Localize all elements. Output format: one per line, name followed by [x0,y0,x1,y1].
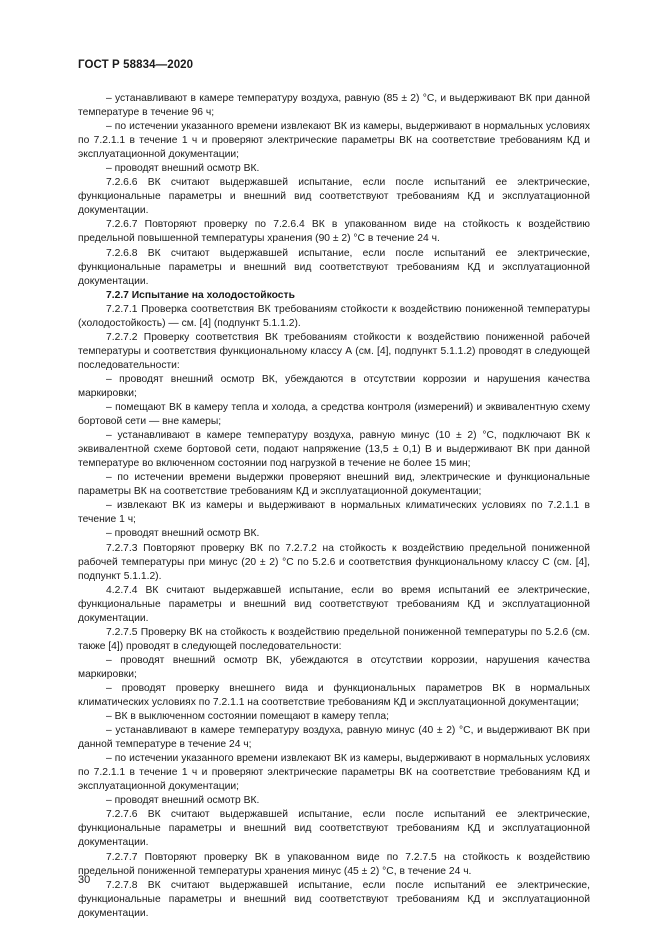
document-body [78,92,590,921]
paragraph: – ВК в выключенном состоянии помещают в камеру тепла; [106,711,389,723]
paragraph: 7.2.6.8 ВК считают выдержавшей испытание, если после испытаний ее электрические, функциональные параметры и внешний вид соответствуют требованиям КД и эксплуатационной документации. [78,247,590,287]
paragraph: 4.2.7.4 ВК считают выдержавшей испытание, если во время испытаний ее электрические, функциональные параметры и внешний вид соответствуют требованиям КД и эксплуатационной документации. [78,584,590,624]
document-header: ГОСТ Р 58834—2020 [78,59,194,71]
paragraph: – извлекают ВК из камеры и выдерживают в нормальных климатических условиях по 7.2.1.1 в течение 1 ч; [78,500,590,526]
paragraph: – проводят проверку внешнего вида и функциональных параметров ВК в нормальных климатических условиях по 7.2.1.1 на соответствие требованиям КД и эксплуатационной документации; [78,682,590,709]
paragraph: 7.2.7.2 Проверку соответствия ВК требованиям стойкости к воздействию пониженной рабочей температуры и соответствия функциональному классу А (см. [4], подпункт 5.1.1.2) проводят в следующей последовательности: [78,331,590,371]
paragraph: – проводят внешний осмотр ВК. [106,163,260,175]
paragraph: 7.2.7.5 Проверку ВК на стойкость к воздействию предельной пониженной температуры по 5.2.6 (см. также [4]) проводят в следующей последовательности: [78,626,590,652]
paragraph: 7.2.7.6 ВК считают выдержавшей испытание, если после испытаний ее электрические, функциональные параметры и внешний вид соответствуют требованиям КД и эксплуатационной документации. [78,809,590,849]
paragraph: 7.2.7.8 ВК считают выдержавшей испытание, если после испытаний ее электрические, функциональные параметры и внешний вид соответствуют требованиям КД и эксплуатационной документации. [78,879,590,919]
paragraph: – по истечении указанного времени извлекают ВК из камеры, выдерживают в нормальных условиях по 7.2.1.1 в течение 1 ч и проверяют электрические параметры ВК на соответствие требованиям КД и эксплуатационной документации; [78,121,590,161]
page-number: 30 [78,874,91,886]
paragraph: – по истечении времени выдержки проверяют внешний вид, электрические и функциональные параметры ВК на соответствие требованиям КД и эксплуатационной документации; [78,472,590,498]
paragraph: 7.2.6.6 ВК считают выдержавшей испытание, если после испытаний ее электрические, функциональные параметры и внешний вид соответствуют требованиям КД и эксплуатационной документации. [78,177,590,217]
section-heading: 7.2.7 Испытание на холодостойкость [106,289,295,301]
paragraph: – проводят внешний осмотр ВК, убеждаются в отсутствии коррозии и нарушения качества маркировки; [78,373,590,399]
paragraph: – проводят внешний осмотр ВК, убеждаются в отсутствии коррозии, нарушения качества маркировки; [78,654,590,680]
paragraph: 7.2.7.7 Повторяют проверку ВК в упакованном виде по 7.2.7.5 на стойкость к воздействию предельной пониженной температуры хранения минус (45 ± 2) °С, в течение 24 ч. [78,851,590,877]
paragraph: – проводят внешний осмотр ВК. [106,528,260,540]
paragraph: 7.2.7.3 Повторяют проверку ВК по 7.2.7.2 на стойкость к воздействию предельной пониженной рабочей температуры при минус (20 ± 2) °С по 5.2.6 и соответствия функциональному классу С (см. [4], подпункт 5.1.1.2). [78,542,590,582]
paragraph: 7.2.6.7 Повторяют проверку по 7.2.6.4 ВК в упакованном виде на стойкость к воздействию предельной повышенной температуры хранения (90 ± 2) °С в течение 24 ч. [78,219,590,245]
paragraph: – устанавливают в камере температуру воздуха, равную минус (40 ± 2) °С, и выдерживают ВК при данной температуре в течение 24 ч; [78,725,590,751]
paragraph: – устанавливают в камере температуру воздуха, равную минус (10 ± 2) °С, подключают ВК к эквивалентной схеме бортовой сети, подают напряжение (13,5 ± 0,1) В и выдерживают ВК при данной температуре во включенном состоянии под нагрузкой в течение не более 15 мин; [78,430,590,470]
paragraph: – помещают ВК в камеру тепла и холода, а средства контроля (измерений) и эквивалентную схему бортовой сети — вне камеры; [78,402,590,428]
paragraph: – по истечении указанного времени извлекают ВК из камеры, выдерживают в нормальных условиях по 7.2.1.1 в течение 1 ч и проверяют электрические параметры ВК на соответствие требованиям КД и эксплуатационной документации; [78,753,590,793]
paragraph: 7.2.7.1 Проверка соответствия ВК требованиям стойкости к воздействию пониженной температуры (холодостойкость) — см. [4] (подпункт 5.1.1.2). [78,303,590,329]
paragraph: – устанавливают в камере температуру воздуха, равную (85 ± 2) °С, и выдерживают ВК при данной температуре в течение 96 ч; [78,93,590,119]
paragraph: – проводят внешний осмотр ВК. [106,795,260,807]
